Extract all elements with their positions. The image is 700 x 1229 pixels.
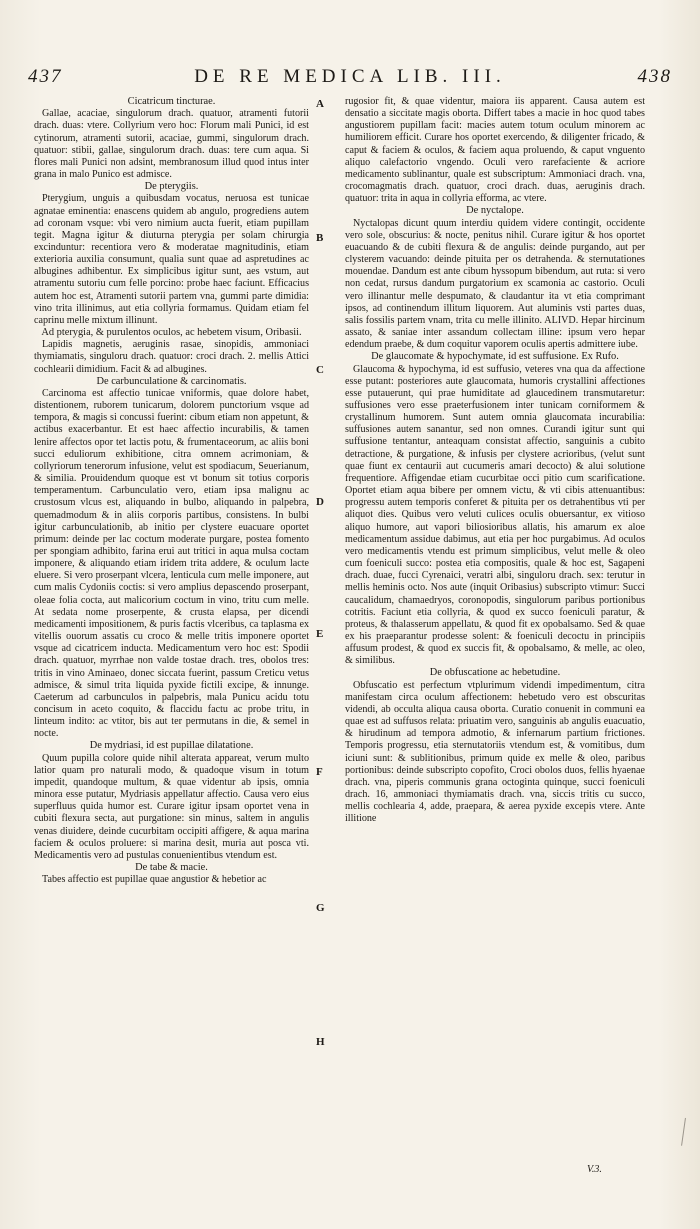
- margin-letter-c: C: [316, 364, 324, 376]
- text-paragraph: Glaucoma & hypochyma, id est suffusio, veteres vna qua da affectione esse putant: posteriores aute glaucomata, humoris crystallini affectiones esse putauerunt, qui prae humiditate ad glaucedinem transmutaretur: suffusiones vero esse praeterfusionem inter tunicam corniformem & crystallinum humorem. Sunt autem omnia glaucomata incurabilia: suffusiones autem sanantur, sed non omnes. Curandi igitur sunt qui suffusione tentantur, anteaquam consistat affectio, sanguinis a cubito detractione, & purgatione, & infusis per clystere acrioribus, (velut sunt quae fiunt ex centaurii aut cucumeris amari decocto) & alui solutione frequentiore. Affigendae etiam cucurbitae occi pitio cum scarificatione. Oportet etiam aqua bibere per omnem victu, & vti cibis attenuantibus: progressu autem temporis conferet & pituita per os detrahentibus vti per aliquot dies. Quibus vero veluti culices oculis obuersantur, ex vitioso aliquo humore, aut vapori biliosioribus allatis, his amarum ex aloe medicamentum assidue dabimus, aut etia per hoc purgabimus. Ad oculos vero medicamentis vtendu est primum simplicibus, velut melle & oleo cum foeniculi succo: postea etia compositis, quale & hoc est, Sagapeni drach. duae, fucci Cyrenaici, veratri albi, singuloru drach. sex: terutur in mellis heminis octo. Nos aute (inquit Oribasius) subscripto vtimur: Succi caucalidum, chamaedryos, coronopodis, singulorum paribus portionibus cotritis. Faciunt etia collyria, & quod ex succo foeniculi paratur, & proteus, & thalasserum appellatu, & quod fit ex opobalsamo. Sed & quae ex his praeparantur prodesse solent: & foeniculi decoctu in principiis affusum prodest, & quod ex succis fit, & opobalsamo, & melle, ac oleo, & similibus.: [345, 363, 645, 667]
- text-paragraph: Pterygium, unguis a quibusdam vocatus, neruosa est tunicae agnatae eminentia: enascens quidem ab angulo, progrediens autem ad coronam vsque: vbi vero nimium aucta fuerit, etiam pupillam tegit. Magna igitur & diuturna pterygia per solam chirurgia excinduntur: recentiora vero & moderatae magnitudinis, etiam exterioria auxilia consumunt, qualia sunt quae ad aspretudines ac albugines adhibentur. Ex simplicibus igitur sunt, aes vstum, aut atramentu sutoriu cum felle porcino: probe haec faciunt. Efficacius autem hoc est, Atramenti sutorii partem vna, gummi parte dimidia: vino trita illinimus, aut etia collyria formamus. Quidam etiam fel caprinu melle mixtum illinunt.: [34, 193, 309, 326]
- margin-pen-mark: [681, 1118, 688, 1146]
- margin-letter-d: D: [316, 496, 324, 508]
- running-title: DE RE MEDICA LIB. III.: [194, 66, 506, 87]
- text-paragraph: Obfuscatio est perfectum vtplurimum videndi impedimentum, citra manifestam circa oculum affectionem: hebetudo vero est obscuritas videndi, ab occulta aliqua causa oborta. Curatio conuenit in communi ea quae est ad suffusos relata: priuatim vero, sanguinis ab angulis euacuatio, & hirudinum ad tempora admotio, & infernarum partium frictiones. Temporis progressu, etia sternutatoriis vtendum est, & vomitibus, dum iciuni sunt: & sublitionibus, primum quide ex melle & oleo, paribus portionibus: deinde subscripto copofito, Croci obolos duos, fellis hyaenae drach. vna, piperis communis grana octoginta quinque, succi foeniculi drach. 16, ammoniaci thymiamatis drach. vna, siccis tritis cu succo, mellis cochlearia 4, adde, praepara, & aerea pyxide excepis vtere. Ante illitione: [345, 679, 645, 825]
- margin-letter-f: F: [316, 766, 323, 778]
- section-heading: De mydriasi, id est pupillae dilatatione.: [89, 740, 254, 752]
- page-number-left: 437: [28, 66, 63, 87]
- page-number-right: 438: [637, 66, 672, 87]
- text-paragraph: Carcinoma est affectio tunicae vniformis, quae dolore habet, distentionem, ruborem tunicarum, dolorem punctorium vsque ad tempora, & magis si concussi fuerint: cibum etiam non appetunt, & actibus exacerbantur. Et est haec affectio incurabilis, & tamen lenire affectos opor tet lactis potu, & frumentaceorum, ac aliis boni succi eduliorum exhibitione, citra omnem acrimoniam, & collyriorum tenerorum infusione, velut est spodiacum, Seuerianum, & similia. Prouidendum quoque est vt bonum sit totius corporis temperamentum. Carbunculatio vero, etiam ipsa malignu ac crustosum vlcus est, aliquando in bulbo, aliquando in palpebra, quemadmodum & in aliis corporis partibus, consistens. In bulbi igitur carbunculationib, ab initio per clystere euacuare oportet primum: deinde per lac coctum moderate purgare, postea fomento per spongiam adhibito, farina erui aut tritici in aqua mulsa coctam imponere, & aliquando etiam iridem trita addere, & oculum lacte eluere. Si vero proserpant vlcera, lenticula cum melle imponere, aut cum malis Cydoniis coctis: si vero amplius depascendo proserpant, oleae folia cocta, aut malicorium coctum in vino, tritu cum melle. At sedata nome proserpente, & crusta elapsa, per dicendi medicamenti impositionem, & puris factis vlceribus, ca taplasma ex vitellis ouorum assatis cu croco & melle tritis imponere oportet vsque ad cicatricem inducta. Medicamentum vero hoc est: Spodii drach. quatuor, myrrhae non valde tostae drach. tres, obolos tres: tritis in vino Aminaeo, donec siccata fuerint, passum Creticu vetus admisce, & simul trita liquida pyxide fictili excipe, & innunge. Caeterum ad carbunculos in palpebris, mala Punicu acidu totu concisum in aceto coquito, & flaccidu factu ac probe tritu, in linteum indito: ac vtitor, bis aut ter permutans in die, & semel in nocte.: [34, 387, 309, 740]
- section-heading: Ad pterygia, & purulentos oculos, ac hebetem visum, Oribasii.: [41, 327, 302, 339]
- section-heading: De obfuscatione ac hebetudine.: [429, 667, 561, 679]
- right-text-column: [345, 96, 645, 826]
- text-paragraph: rugosior fit, & quae videntur, maiora iis apparent. Causa autem est densatio a siccitate magis oborta. Differt tabes a macie in hoc quod tabes angustiorem pupillam facit: macies autem totum oculum minorem ac humiliorem efficit. Curare hos oportet exercendo, & diligenter fricado, & caput & faciem & oculos, & faciem aqua proluendo, & caput vnguento aliquo calefactorio vngendo. Oculi vero rarefaciente & acriore medicamento sublinantur, quale est subscriptum: Ammoniaci drach. vna, crocomagmatis drach. quatuor, croci drach. duas, aeruginis drach. quatuor: trita in aqua in collyria efforma, ac vtere.: [345, 96, 645, 205]
- margin-letter-e: E: [316, 628, 324, 640]
- section-heading: Cicatricum tincturae.: [127, 96, 216, 107]
- left-text-column: [34, 96, 309, 886]
- section-heading: De glaucomate & hypochymate, id est suffusione. Ex Rufo.: [371, 351, 619, 363]
- signature-mark: V.3.: [587, 1164, 602, 1175]
- margin-letter-h: H: [316, 1036, 325, 1048]
- section-heading: De tabe & macie.: [135, 862, 208, 874]
- margin-letter-b: B: [316, 232, 324, 244]
- section-heading: De nyctalope.: [466, 205, 524, 217]
- text-paragraph: Gallae, acaciae, singulorum drach. quatuor, atramenti futorii drach. duas: vtere. Collyrium vero hoc: Florum mali Punici, id est cytinorum, atramenti sutorii, acaciae, gummi, singulorum drach. quatuor: stibii, gallae, singulorum drach. duas: tere cum aqua. Si flores mali Punici non adsint, membranosum illud quod intus inter grana in malo Punico est admisce.: [34, 108, 309, 180]
- text-paragraph: Lapidis magnetis, aeruginis rasae, sinopidis, ammoniaci thymiamatis, singuloru drach. quatuor: croci drach. 2. mellis Attici cochlearii dimidium. Facit & ad albugines.: [34, 339, 309, 375]
- margin-letter-a: A: [316, 98, 324, 110]
- text-paragraph: Quum pupilla colore quide nihil alterata appareat, verum multo latior quam pro naturali modo, & quadoque visum in totum impedit, quandoque multum, & quae videntur ab ipsis, omnia minora esse putatur, Mydriasis appellatur affectio. Causa vero eius superfluus quida humor est. Curare igitur ipsam oportet vena in cubiti flexura secta, aut purgatione: sin minus, saltem in angulis venas diuidere, deinde cucurbitam occipiti affigere, & aqua marina faciem & oculos proluere: si marina desit, muria aut posca vti. Medicamentis vero ad pustulas conuenientibus vtendum est.: [34, 752, 309, 861]
- margin-letter-g: G: [316, 902, 325, 914]
- section-heading: De pterygiis.: [144, 181, 199, 193]
- section-heading: De carbunculatione & carcinomatis.: [96, 375, 247, 387]
- running-header: [28, 66, 672, 92]
- text-paragraph: Tabes affectio est pupillae quae angustior & hebetior ac: [42, 874, 267, 886]
- text-paragraph: Nyctalopas dicunt quum interdiu quidem videre contingit, occidente vero sole, obscurius: & nocte, penitus nihil. Curare igitur & hos oportet euacuando & de cubiti flexura & de angulis: deinde purgando, aut per clysterem vacuando: deinde pituita per os detrahenda. & sternutationes mouendae. Dandum est ante cibum hyssopum bibendum, aut ruta: si vero non cedat, rursus dandum purgatorium ex scamonia ac castorio. Oculi vero illinantur melle despumato, & claudantur ita vt etia comprimant ipsos, ad continendum illitum liquorem. Aut aluminis vsti partes duas, salis fossilis partem vnam, trita cu melle illinito. ALIVD. Hepar hircinum assato, & saniae inter assandum collectam illine: ipsum vero hepar edendum praebe, & dum coquitur vaporem oculis apertis admittere iube.: [345, 217, 645, 351]
